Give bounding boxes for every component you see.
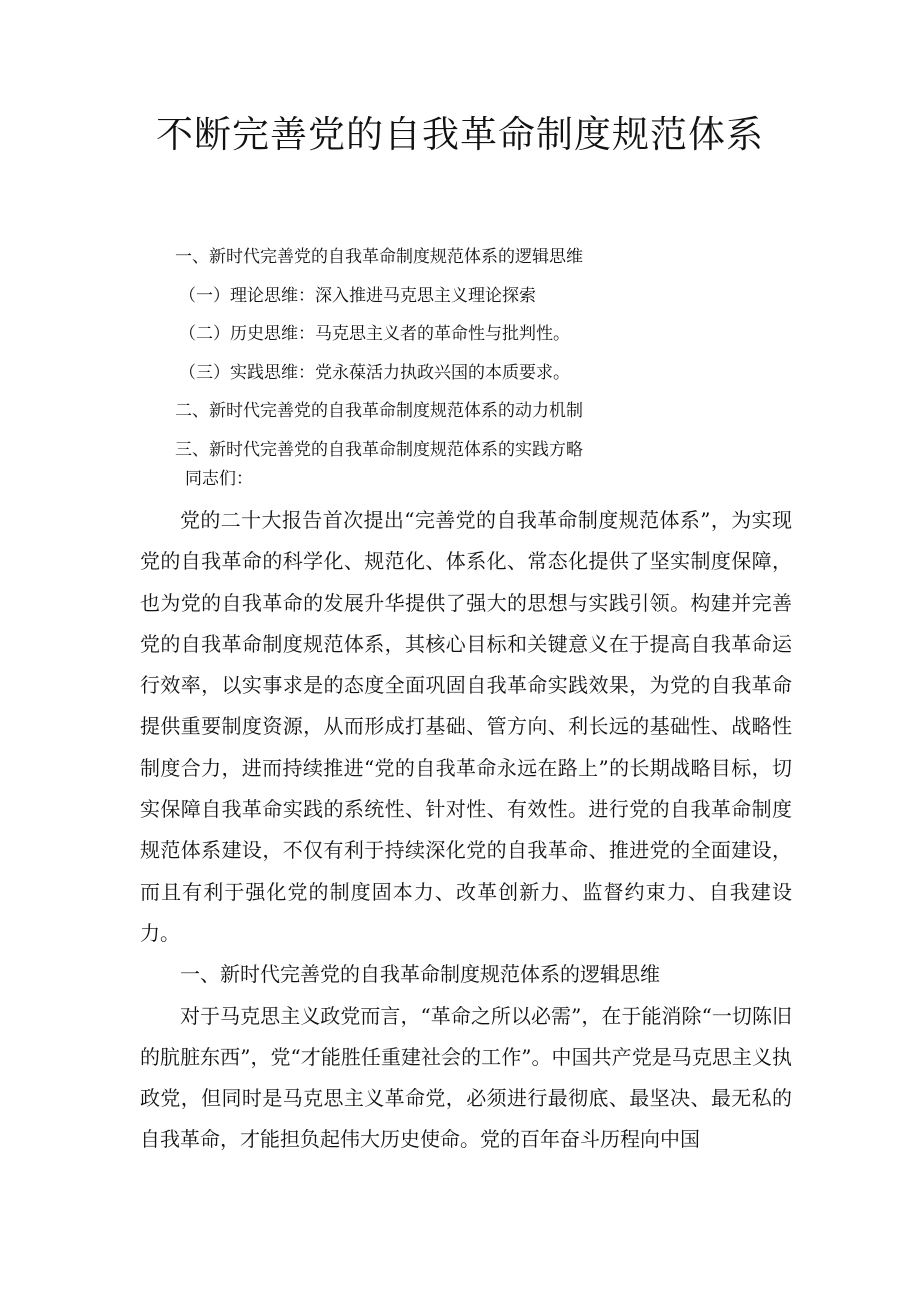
- section-heading: 一、新时代完善党的自我革命制度规范体系的逻辑思维: [180, 962, 660, 987]
- document-title: 不断完善党的自我革命制度规范体系: [156, 113, 764, 156]
- paragraph: 党的二十大报告首次提出“完善党的自我革命制度规范体系”，为实现党的自我革命的科学化、规范化、体系化、常态化提供了坚实制度保障，也为党的自我革命的发展升华提供了强大的思想与实践引领。构建并完善党的自我革命制度规范体系，其核心目标和关键意义在于提高自我革命运行效率，以实事求是的态度全面巩固自我革命实践效果，为党的自我革命提供重要制度资源，从而形成打基础、管方向、利长远的基础性、战略性制度合力，进而持续推进“党的自我革命永远在路上”的长期战略目标，切实保障自我革命实践的系统性、针对性、有效性。进行党的自我革命制度规范体系建设，不仅有利于持续深化党的自我革命、推进党的全面建设，而且有利于强化党的制度固本力、改革创新力、监督约束力、自我建设力。: [140, 508, 792, 945]
- body-text: [140, 500, 792, 1161]
- paragraph: 对于马克思主义政党而言，“革命之所以必需”，在于能消除“一切陈旧的肮脏东西”，党“才能胜任重建社会的工作”。中国共产党是马克思主义执政党，但同时是马克思主义革命党，必须进行最彻底、最坚决、最无私的自我革命，才能担负起伟大历史使命。党的百年奋斗历程向中国: [140, 1003, 792, 1152]
- outline-list: [175, 238, 583, 469]
- outline-item: （一）理论思维：深入推进马克思主义理论探索: [179, 285, 536, 306]
- outline-item: 二、新时代完善党的自我革命制度规范体系的动力机制: [175, 401, 583, 421]
- outline-item: （二）历史思维：马克思主义者的革命性与批判性。: [179, 324, 570, 344]
- outline-item: 一、新时代完善党的自我革命制度规范体系的逻辑思维: [175, 247, 583, 267]
- outline-item: （三）实践思维：党永葆活力执政兴国的本质要求。: [179, 362, 570, 383]
- greeting: 同志们：: [185, 469, 253, 489]
- outline-item: 三、新时代完善党的自我革命制度规范体系的实践方略: [175, 439, 583, 460]
